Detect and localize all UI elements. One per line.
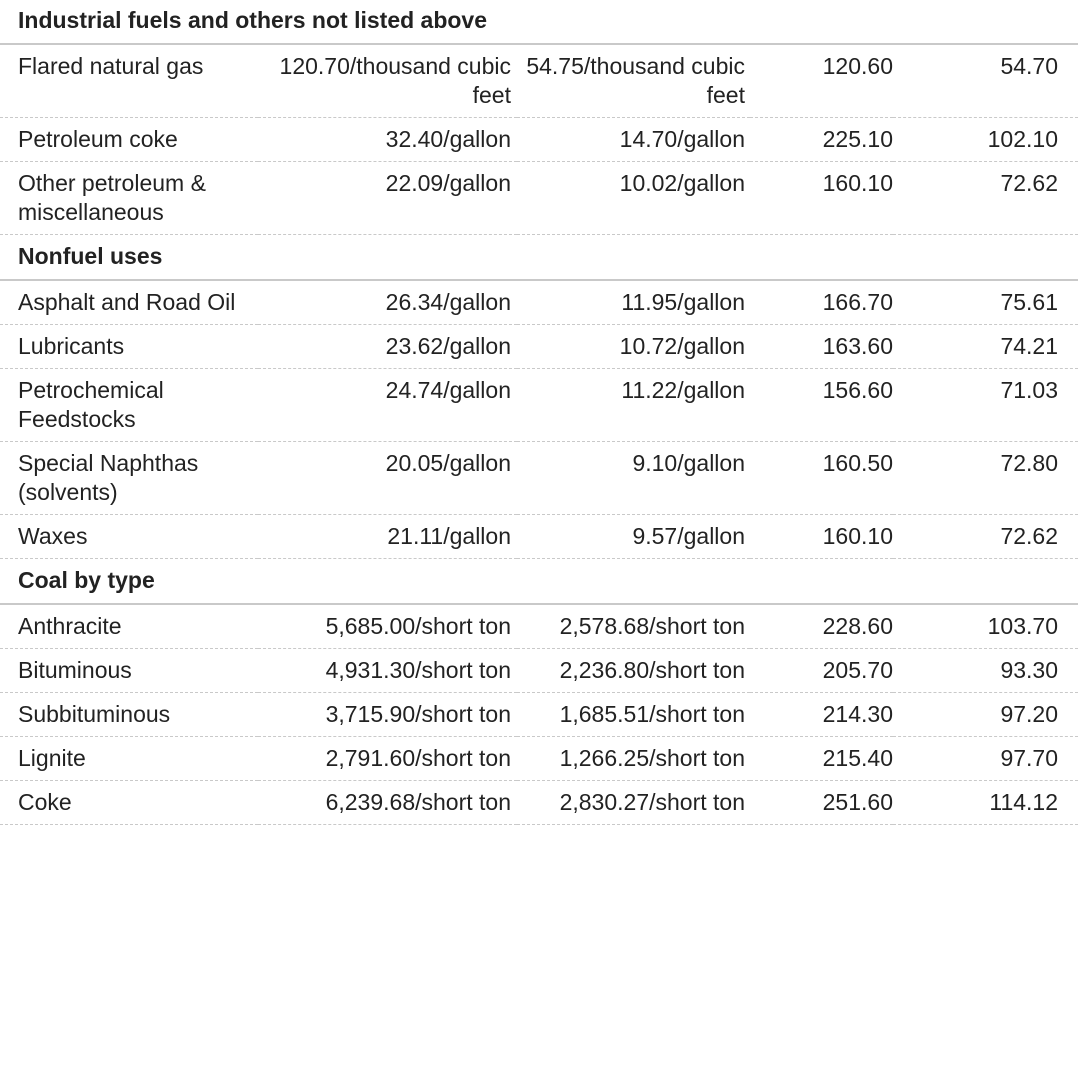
- per-mmbtu-lb-value: 120.60: [750, 44, 893, 118]
- per-mmbtu-kg-value: 74.21: [893, 325, 1078, 369]
- section-header: [0, 559, 1078, 605]
- fuel-name: Bituminous: [0, 649, 258, 693]
- per-mmbtu-kg-value: 75.61: [893, 280, 1078, 325]
- table-row: [0, 781, 1078, 825]
- fuel-name: Special Naphthas (solvents): [0, 442, 258, 515]
- per-unit-kg-value: 9.57/gallon: [517, 515, 750, 559]
- table-row: [0, 442, 1078, 515]
- table-row: [0, 369, 1078, 442]
- per-unit-value: 20.05/gallon: [258, 442, 517, 515]
- per-unit-value: 3,715.90/short ton: [258, 693, 517, 737]
- fuel-name: Anthracite: [0, 604, 258, 649]
- table-row: [0, 693, 1078, 737]
- per-unit-kg-value: 2,578.68/short ton: [517, 604, 750, 649]
- per-unit-kg-value: 14.70/gallon: [517, 118, 750, 162]
- per-mmbtu-lb-value: 228.60: [750, 604, 893, 649]
- per-mmbtu-lb-value: 215.40: [750, 737, 893, 781]
- per-unit-kg-value: 2,830.27/short ton: [517, 781, 750, 825]
- section-title: Industrial fuels and others not listed above: [0, 0, 1078, 44]
- per-unit-value: 120.70/thousand cubic feet: [258, 44, 517, 118]
- fuel-name: Petroleum coke: [0, 118, 258, 162]
- fuel-name: Lignite: [0, 737, 258, 781]
- per-unit-value: 21.11/gallon: [258, 515, 517, 559]
- per-mmbtu-kg-value: 103.70: [893, 604, 1078, 649]
- per-unit-kg-value: 10.02/gallon: [517, 162, 750, 235]
- section-title: Nonfuel uses: [0, 235, 1078, 281]
- per-unit-value: 6,239.68/short ton: [258, 781, 517, 825]
- table-row: [0, 604, 1078, 649]
- per-mmbtu-lb-value: 214.30: [750, 693, 893, 737]
- per-unit-value: 2,791.60/short ton: [258, 737, 517, 781]
- per-mmbtu-lb-value: 205.70: [750, 649, 893, 693]
- fuel-name: Coke: [0, 781, 258, 825]
- per-unit-value: 22.09/gallon: [258, 162, 517, 235]
- per-unit-kg-value: 1,685.51/short ton: [517, 693, 750, 737]
- per-mmbtu-kg-value: 71.03: [893, 369, 1078, 442]
- per-unit-kg-value: 2,236.80/short ton: [517, 649, 750, 693]
- table-row: [0, 162, 1078, 235]
- per-mmbtu-lb-value: 160.10: [750, 162, 893, 235]
- table-row: [0, 649, 1078, 693]
- section-header: [0, 0, 1078, 44]
- per-unit-value: 5,685.00/short ton: [258, 604, 517, 649]
- per-mmbtu-lb-value: 163.60: [750, 325, 893, 369]
- per-mmbtu-kg-value: 114.12: [893, 781, 1078, 825]
- fuel-name: Petrochemical Feedstocks: [0, 369, 258, 442]
- fuel-name: Flared natural gas: [0, 44, 258, 118]
- per-mmbtu-kg-value: 72.62: [893, 515, 1078, 559]
- per-mmbtu-lb-value: 251.60: [750, 781, 893, 825]
- table-row: [0, 44, 1078, 118]
- per-mmbtu-kg-value: 97.70: [893, 737, 1078, 781]
- per-mmbtu-lb-value: 166.70: [750, 280, 893, 325]
- per-mmbtu-lb-value: 156.60: [750, 369, 893, 442]
- per-mmbtu-kg-value: 102.10: [893, 118, 1078, 162]
- section-header: [0, 235, 1078, 281]
- per-unit-value: 23.62/gallon: [258, 325, 517, 369]
- per-unit-kg-value: 1,266.25/short ton: [517, 737, 750, 781]
- table-row: [0, 325, 1078, 369]
- fuel-name: Other petroleum & miscellaneous: [0, 162, 258, 235]
- section-title: Coal by type: [0, 559, 1078, 605]
- fuel-name: Asphalt and Road Oil: [0, 280, 258, 325]
- per-unit-kg-value: 11.22/gallon: [517, 369, 750, 442]
- per-unit-value: 32.40/gallon: [258, 118, 517, 162]
- per-mmbtu-kg-value: 93.30: [893, 649, 1078, 693]
- per-unit-kg-value: 9.10/gallon: [517, 442, 750, 515]
- per-unit-kg-value: 54.75/thousand cubic feet: [517, 44, 750, 118]
- fuel-name: Subbituminous: [0, 693, 258, 737]
- table-row: [0, 280, 1078, 325]
- per-mmbtu-lb-value: 160.10: [750, 515, 893, 559]
- table-row: [0, 515, 1078, 559]
- per-mmbtu-kg-value: 54.70: [893, 44, 1078, 118]
- table-row: [0, 118, 1078, 162]
- per-mmbtu-kg-value: 72.80: [893, 442, 1078, 515]
- per-mmbtu-kg-value: 97.20: [893, 693, 1078, 737]
- per-unit-kg-value: 11.95/gallon: [517, 280, 750, 325]
- per-unit-value: 26.34/gallon: [258, 280, 517, 325]
- per-unit-value: 4,931.30/short ton: [258, 649, 517, 693]
- fuel-name: Waxes: [0, 515, 258, 559]
- per-unit-kg-value: 10.72/gallon: [517, 325, 750, 369]
- per-mmbtu-lb-value: 160.50: [750, 442, 893, 515]
- per-mmbtu-kg-value: 72.62: [893, 162, 1078, 235]
- table-row: [0, 737, 1078, 781]
- per-unit-value: 24.74/gallon: [258, 369, 517, 442]
- per-mmbtu-lb-value: 225.10: [750, 118, 893, 162]
- fuel-name: Lubricants: [0, 325, 258, 369]
